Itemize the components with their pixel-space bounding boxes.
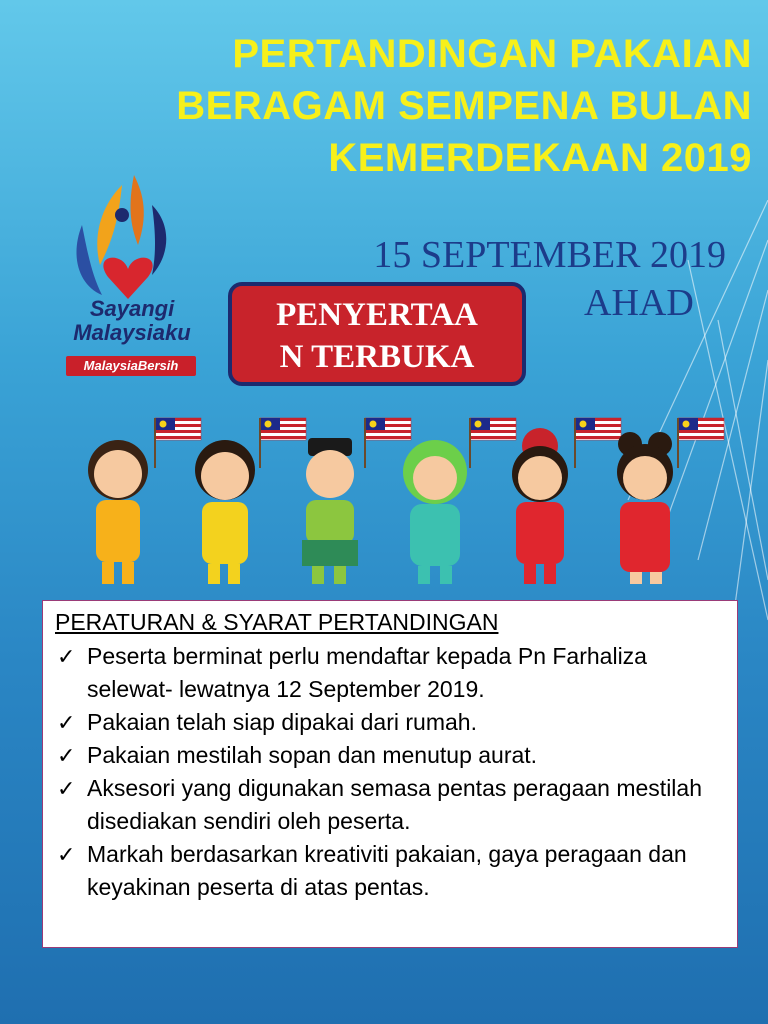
child-3 — [302, 418, 411, 584]
sayangi-malaysiaku-logo — [52, 165, 212, 385]
event-day: AHAD — [584, 282, 694, 324]
rule-item — [55, 772, 727, 838]
rules-heading: PERATURAN & SYARAT PERTANDINGAN — [55, 609, 499, 635]
rule-item — [55, 838, 727, 904]
rule-text: Pakaian telah siap dipakai dari rumah. — [87, 709, 477, 735]
child-5 — [512, 418, 621, 584]
title-line-3: KEMERDEKAAN 2019 — [328, 136, 752, 180]
title-line-1: PERTANDINGAN PAKAIAN — [232, 32, 752, 76]
logo-text-line-1: Sayangi — [89, 296, 175, 321]
rule-text: Pakaian mestilah sopan dan menutup aurat. — [87, 742, 538, 768]
child-2 — [195, 418, 306, 584]
logo-subtitle: MalaysiaBersih — [66, 356, 196, 376]
open-entry-badge — [228, 282, 526, 386]
rule-text: Peserta berminat perlu mendaftar kepada Pn Farhaliza selewat- lewatnya 12 September 2019. — [87, 643, 647, 702]
logo-text-line-2: Malaysiaku — [73, 320, 191, 345]
badge-line-2: N TERBUKA — [279, 339, 475, 375]
checkmark-icon: ✓ — [57, 710, 76, 735]
rules-list — [55, 640, 727, 904]
event-date: 15 SEPTEMBER 2019 — [373, 234, 726, 276]
checkmark-icon: ✓ — [57, 842, 76, 867]
page-title — [112, 28, 752, 184]
checkmark-icon: ✓ — [57, 743, 76, 768]
badge-line-1: PENYERTAA — [276, 297, 478, 333]
rule-item — [55, 706, 727, 739]
child-1 — [88, 418, 201, 584]
rules-panel — [42, 600, 738, 948]
child-4 — [403, 418, 516, 584]
checkmark-icon: ✓ — [57, 644, 76, 669]
rule-item — [55, 739, 727, 772]
rule-text: Aksesori yang digunakan semasa pentas peragaan mestilah disediakan sendiri oleh peserta. — [87, 775, 702, 834]
checkmark-icon: ✓ — [57, 776, 76, 801]
rule-text: Markah berdasarkan kreativiti pakaian, gaya peragaan dan keyakinan peserta di atas pentas. — [87, 841, 687, 900]
child-6 — [617, 418, 724, 584]
children-illustration — [70, 408, 730, 590]
rule-item — [55, 640, 727, 706]
title-line-2: BERAGAM SEMPENA BULAN — [176, 84, 752, 128]
